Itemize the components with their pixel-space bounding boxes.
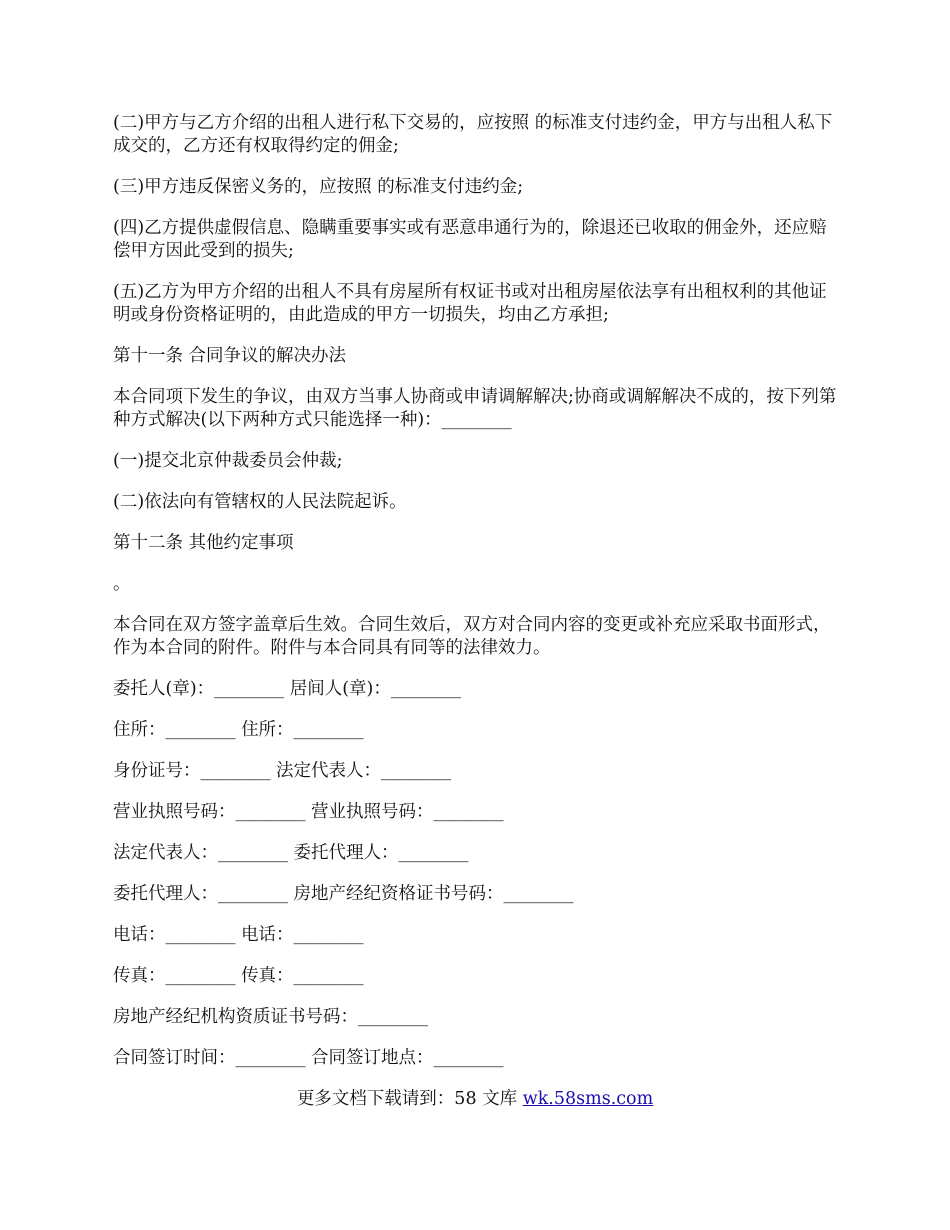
signature-line-date-place: 合同签订时间：________ 合同签订地点：________ — [113, 1048, 504, 1068]
footer — [0, 1088, 950, 1111]
signature-line-agent: 委托代理人：________ 房地产经纪资格证书号码：________ — [113, 884, 574, 904]
option-1-arbitration: (一)提交北京仲裁委员会仲裁; — [113, 451, 343, 471]
signature-line-phone: 电话：________ 电话：________ — [113, 925, 364, 945]
signature-line-parties: 委托人(章)：________ 居间人(章)：________ — [113, 679, 461, 699]
clause-3-confidentiality: (三)甲方违反保密义务的，应按照 的标准支付违约金; — [113, 177, 524, 197]
clause-2-private-deal: (二)甲方与乙方介绍的出租人进行私下交易的，应按照 的标准支付违约金，甲方与出租人私下成交的，乙方还有权取得约定的佣金; — [113, 113, 833, 156]
signature-line-qualification: 房地产经纪机构资质证书号码：________ — [113, 1007, 428, 1027]
footer-link[interactable]: wk.58sms.com — [522, 1089, 654, 1109]
signature-line-id: 身份证号：________ 法定代表人：________ — [113, 761, 452, 781]
signature-line-representative: 法定代表人：________ 委托代理人：________ — [113, 843, 469, 863]
effectiveness-clause: 本合同在双方签字盖章后生效。合同生效后，双方对合同内容的变更或补充应采取书面形式，作为本合同的附件。附件与本合同具有同等的法律效力。 — [113, 615, 831, 658]
clause-4-false-info: (四)乙方提供虚假信息、隐瞒重要事实或有恶意串通行为的，除退还已收取的佣金外，还应赔偿甲方因此受到的损失; — [113, 218, 827, 261]
signature-line-address: 住所：________ 住所：________ — [113, 720, 364, 740]
article-11-heading: 第十一条 合同争议的解决办法 — [113, 346, 347, 366]
clause-5-ownership: (五)乙方为甲方介绍的出租人不具有房屋所有权证书或对出租房屋依法享有出租权利的其他证明或身份资格证明的，由此造成的甲方一切损失，均由乙方承担; — [113, 282, 827, 325]
option-2-litigation: (二)依法向有管辖权的人民法院起诉。 — [113, 492, 407, 512]
signature-line-fax: 传真：________ 传真：________ — [113, 966, 364, 986]
article-12-body: 。 — [113, 574, 131, 594]
article-12-heading: 第十二条 其他约定事项 — [113, 533, 294, 553]
document-body — [113, 112, 841, 1088]
article-11-body: 本合同项下发生的争议，由双方当事人协商或申请调解解决;协商或调解解决不成的，按下列第 种方式解决(以下两种方式只能选择一种)：________ — [113, 387, 837, 430]
signature-line-license: 营业执照号码：________ 营业执照号码：________ — [113, 802, 504, 822]
footer-prefix: 更多文档下载请到：58 文库 — [296, 1089, 523, 1109]
